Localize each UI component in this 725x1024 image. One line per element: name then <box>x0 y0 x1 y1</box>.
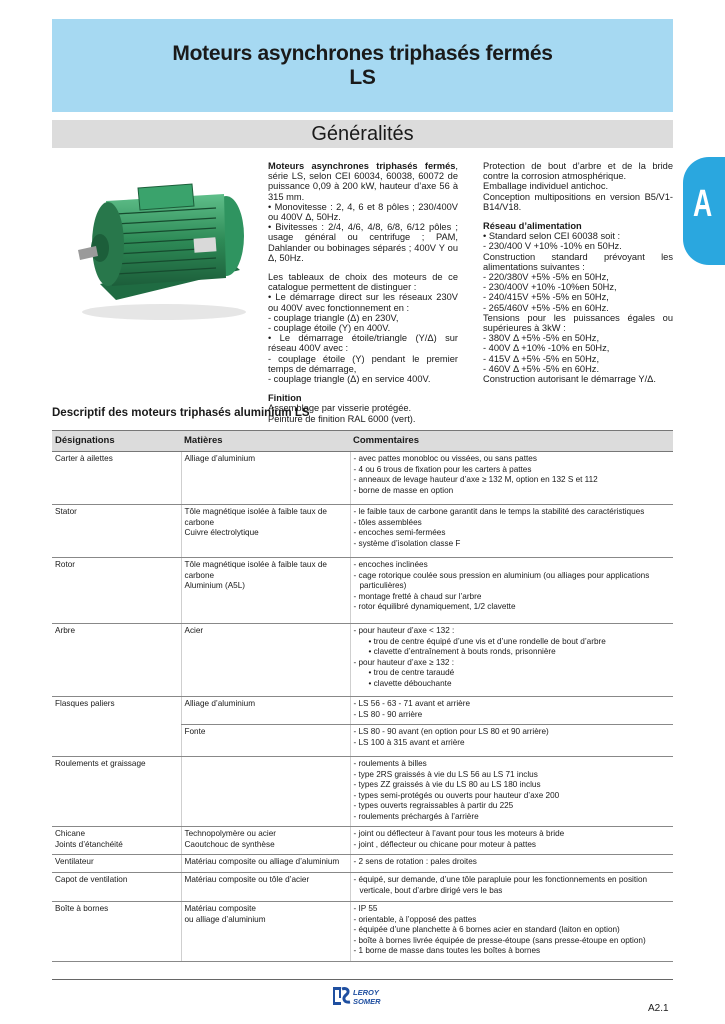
commentaires-cell: - joint ou déflecteur à l’avant pour tous les moteurs à bride - joint , déflecteur ou chicane pour moteur à pattes <box>350 827 673 855</box>
coupling-delta-text: - couplage triangle (Δ) en 230V, <box>268 312 399 323</box>
header-matieres: Matières <box>181 431 350 452</box>
reseau-line-8: Tensions pour les puissances égales ou supérieures à 3kW : <box>483 312 673 334</box>
direct-start-text: • Le démarrage direct sur les réseaux 230V ou 400V avec fonctionnement en : <box>268 292 458 313</box>
reseau-line-2: - 230/400 V +10% -10% en 50Hz. <box>483 241 622 252</box>
single-speed-text: • Monovitesse : 2, 4, 6 et 8 pôles ; 230/400V ou 400V Δ, 50Hz. <box>268 201 458 223</box>
header-commentaires: Commentaires <box>350 431 673 452</box>
intro-bold: Moteurs asynchrones triphasés fermés <box>268 161 456 171</box>
coupling-star-text: - couplage étoile (Y) en 400V. <box>268 323 391 334</box>
matieres-cell: Tôle magnétique isolée à faible taux de carbone Cuivre électrolytique <box>181 505 350 558</box>
logo-text-leroy: LEROY <box>353 988 379 997</box>
designation-cell: Chicane Joints d’étanchéité <box>52 827 181 855</box>
matieres-cell <box>181 757 350 827</box>
matieres-cell: Matériau composite ou tôle d’acier <box>181 873 350 902</box>
table-title: Descriptif des moteurs triphasés aluminium LS <box>52 407 310 419</box>
selection-text: Les tableaux de choix des moteurs de ce catalogue permettent de distinguer : <box>268 272 458 293</box>
table-row <box>52 624 673 697</box>
commentaires-cell: - IP 55 - orientable, à l’opposé des pattes - équipée d’une planchette à 6 bornes acier en standard (laiton en option) - boîte à bornes livrée équipée de presse-étoupe (sans presse-étoupe en option) - 1 borne de masse dans toutes les boîtes à bornes <box>350 902 673 962</box>
chapter-tab-letter: A <box>693 183 713 225</box>
designation-cell: Flasques paliers <box>52 697 181 757</box>
packaging-text: Emballage individuel antichoc. <box>483 181 609 192</box>
reseau-line-10: - 400V Δ +10% -10% en 50Hz, <box>483 343 610 354</box>
footer-rule <box>52 979 673 980</box>
section-subtitle: Généralités <box>52 120 673 148</box>
matieres-cell: Acier <box>181 624 350 697</box>
commentaires-cell: - encoches inclinées - cage rotorique coulée sous pression en aluminium (ou alliages pour applications particulières) - montage fretté à chaud sur l’arbre - rotor équilibré dynamiquement, 1/2 clavette <box>350 558 673 624</box>
table-row <box>52 855 673 873</box>
designation-cell: Rotor <box>52 558 181 624</box>
page-title-line1: Moteurs asynchrones triphasés fermés <box>172 41 553 65</box>
commentaires-cell: - 2 sens de rotation : pales droites <box>350 855 673 873</box>
two-speed-text: • Bivitesses : 2/4, 4/6, 4/8, 6/8, 6/12 pôles ; usage général ou centrifuge ; PAM, Dahlander ou bobinages séparés ; 400V Y ou Δ, 50Hz. <box>268 222 458 263</box>
motor-photo <box>76 166 252 326</box>
finition-paint: Peinture de finition RAL 6000 (vert). <box>268 413 416 424</box>
commentaires-cell: - LS 80 - 90 avant (en option pour LS 80 et 90 arrière) - LS 100 à 315 avant et arrière <box>350 725 673 757</box>
commentaires-cell: - le faible taux de carbone garantit dans le temps la stabilité des caractéristiques - tôles assemblées - encoches semi-fermées - système d’isolation classe F <box>350 505 673 558</box>
page-title-line2: LS <box>349 65 376 89</box>
finition-assembly: Assemblage par visserie protégée. <box>268 403 412 414</box>
matieres-cell: Fonte <box>181 725 350 757</box>
designation-cell: Boîte à bornes <box>52 902 181 962</box>
table-row <box>52 505 673 558</box>
commentaires-cell: - pour hauteur d’axe < 132 : • trou de centre équipé d’une vis et d’une rondelle de bout d’arbre • clavette d’entraînement à bouts ronds, prisonnière - pour hauteur d’axe ≥ 132 : • trou de centre taraudé • clavette débouchante <box>350 624 673 697</box>
table-row <box>52 452 673 505</box>
table-row <box>52 902 673 962</box>
reseau-line-7: - 265/460V +5% -5% en 60Hz. <box>483 302 609 313</box>
commentaires-cell: - équipé, sur demande, d’une tôle parapluie pour les fonctionnements en position verticale, bout d’arbre dirigé vers le bas <box>350 873 673 902</box>
commentaires-cell: - roulements à billes - type 2RS graissés à vie du LS 56 au LS 71 inclus - types ZZ graissés à vie du LS 80 au LS 180 inclus - types semi-protégés ou ouverts pour hauteur d’axe 200 - types ouverts regraissables à partir du 225 - roulements préchargés à l’arrière <box>350 757 673 827</box>
star-delta-start-text: • Le démarrage étoile/triangle (Y/Δ) sur réseau 400V avec : <box>268 333 458 354</box>
matieres-cell: Tôle magnétique isolée à faible taux de carbone Aluminium (A5L) <box>181 558 350 624</box>
designation-cell: Stator <box>52 505 181 558</box>
table-row <box>52 827 673 855</box>
commentaires-cell: - LS 56 - 63 - 71 avant et arrière - LS 80 - 90 arrière <box>350 697 673 725</box>
designation-cell: Arbre <box>52 624 181 697</box>
logo-text-somer: SOMER <box>353 997 381 1006</box>
matieres-cell: Technopolymère ou acier Caoutchouc de synthèse <box>181 827 350 855</box>
delta-service-text: - couplage triangle (Δ) en service 400V. <box>268 374 431 385</box>
table-row <box>52 558 673 624</box>
chapter-tab[interactable] <box>683 157 725 265</box>
reseau-line-9: - 380V Δ +5% -5% en 50Hz, <box>483 333 600 344</box>
commentaires-cell: - avec pattes monobloc ou vissées, ou sans pattes - 4 ou 6 trous de fixation pour les carters à pattes - anneaux de levage hauteur d’axe ≥ 132 M, option en 132 S et 112 - borne de masse en option <box>350 452 673 505</box>
matieres-cell: Matériau composite ou alliage d’aluminium <box>181 902 350 962</box>
intro-paragraph <box>268 161 458 202</box>
intro-rest: , série LS, selon CEI 60034, 60038, 60072 de puissance 0,09 à 200 kW, hauteur d’axe 56 à 315 mm. <box>268 161 458 202</box>
designation-cell: Carter à ailettes <box>52 452 181 505</box>
matieres-cell: Matériau composite ou alliage d’aluminium <box>181 855 350 873</box>
multiposition-text: Conception multipositions en version B5/V1-B14/V18. <box>483 191 673 212</box>
table-row <box>52 697 673 725</box>
reseau-line-4: - 220/380V +5% -5% en 50Hz, <box>483 272 609 283</box>
table-row <box>52 757 673 827</box>
designation-cell: Capot de ventilation <box>52 873 181 902</box>
intro-column-right <box>483 161 673 384</box>
header-designations: Désignations <box>52 431 181 452</box>
reseau-line-1: • Standard selon CEI 60038 soit : <box>483 231 621 242</box>
star-first-phase-text: - couplage étoile (Y) pendant le premier temps de démarrage, <box>268 353 458 374</box>
reseau-line-11: - 415V Δ +5% -5% en 50Hz, <box>483 353 600 364</box>
matieres-cell: Alliage d’aluminium <box>181 697 350 725</box>
title-band <box>52 19 673 112</box>
protection-text: Protection de bout d’arbre et de la bride contre la corrosion atmosphérique. <box>483 161 673 182</box>
page-number: A2.1 <box>648 1003 669 1014</box>
intro-column-left <box>268 161 458 424</box>
designation-cell: Roulements et graissage <box>52 757 181 827</box>
description-table <box>52 430 673 962</box>
designation-cell: Ventilateur <box>52 855 181 873</box>
table-row <box>52 873 673 902</box>
reseau-heading: Réseau d’alimentation <box>483 221 582 232</box>
finition-heading: Finition <box>268 393 302 404</box>
reseau-line-13: Construction autorisant le démarrage Y/Δ. <box>483 374 656 385</box>
reseau-line-6: - 240/415V +5% -5% en 50Hz, <box>483 292 609 303</box>
leroy-somer-logo[interactable] <box>333 986 391 1006</box>
reseau-line-12: - 460V Δ +5% -5% en 60Hz. <box>483 363 600 374</box>
reseau-line-3: Construction standard prévoyant les alimentations suivantes : <box>483 251 673 272</box>
table-header-row <box>52 431 673 452</box>
matieres-cell: Alliage d’aluminium <box>181 452 350 505</box>
reseau-line-5: - 230/400V +10% -10%en 50Hz, <box>483 282 617 293</box>
